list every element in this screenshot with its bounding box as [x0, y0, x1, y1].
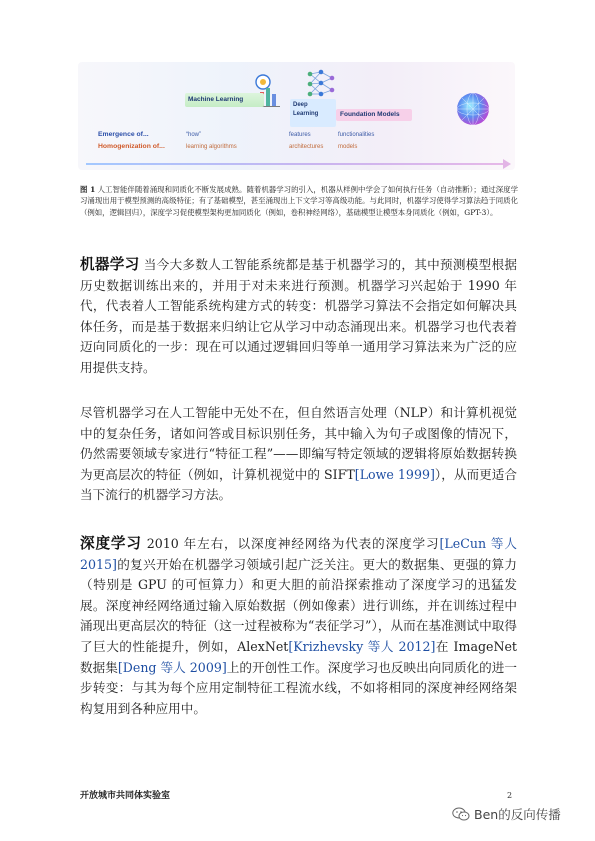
- foundation-model-icon: [454, 90, 492, 128]
- homogenization-cell-dl: architectures: [289, 144, 324, 150]
- paragraph-machine-learning: [80, 255, 517, 379]
- nlp-text: 尽管机器学习在人工智能中无处不在，但自然语言处理（NLP）和计算机视觉中的复杂任务，诸如问答或目标识别任务，其中输入为句子或图像的情况下，仍然需要领域专家进行“特征工程”——即编写特定领域的逻辑将原始数据转换为更高层次的特征（例如，计算机视觉中的 SIFT: [80, 405, 517, 482]
- heading-machine-learning: 机器学习: [80, 256, 140, 273]
- caption-text: 人工智能伴随着涌现和同质化不断发展成熟。随着机器学习的引入，机器从样例中学会了如何执行任务（自动推断）；通过深度学习涌现出用于模型预测的高级特征；有了基础模型，甚至涌现出上下文学习等高级功能。与此同时，机器学习使得学习算法趋于同质化（例如，逻辑回归），深度学习促使模型架构更加同质化（例如，卷积神经网络），基础模型让模型本身同质化（例如，GPT-3）。: [80, 185, 519, 217]
- emergence-row-label: Emergence of...: [98, 131, 149, 138]
- homogenization-cell-fm: models: [338, 144, 358, 150]
- timeline-arrow-head: [503, 159, 511, 169]
- figure-emergence-homogenization: [78, 62, 515, 170]
- citation-lecun-2015[interactable]: [LeCun 等人 2015]: [80, 536, 517, 572]
- dl-text-4: 上的开创性工作。深度学习也反映出向同质化的进一步转变：与其为每个应用定制特征工程流水线，不如将相同的深度神经网络架构复用到各种应用中。: [80, 659, 518, 716]
- nlp-text-end: ），从而更适合当下流行的机器学习方法。: [80, 466, 518, 503]
- emergence-cell-dl: features: [289, 132, 311, 138]
- dl-text-3: 在 ImageNet 数据集: [80, 638, 517, 675]
- deep-learning-icon: [306, 68, 336, 98]
- dl-text-2: 的复兴开始在机器学习领域引起广泛关注。更大的数据集、更强的算力（特别是 GPU 的可恒算力）和更大胆的前沿探索推动了深度学习的迅猛发展。深度神经网络通过输入原始数据（例如像素）进行训练，并在训练过程中涌现出更高层次的特征（这一过程被称为“表征学习”），从而在基准测试中取得了巨大的性能提升，例如，AlexNet: [80, 556, 517, 654]
- foundation-models-tag: Foundation Models: [336, 109, 412, 121]
- citation-deng-2009[interactable]: [Deng 等人 2009]: [117, 659, 227, 675]
- deep-learning-tag: Deep Learning: [290, 99, 336, 127]
- emergence-cell-fm: functionalities: [338, 132, 375, 138]
- timeline-arrow-line: [86, 163, 505, 165]
- paragraph-deep-learning: [80, 534, 517, 719]
- emergence-cell-ml: “how”: [186, 132, 202, 138]
- ml-text: 当今大多数人工智能系统都是基于机器学习的，其中预测模型根据历史数据训练出来的，并用于对未来进行预测。机器学习兴起始于 1990 年代，代表着人工智能系统构建方式的转变：机器学习算法不会指定如何解决具体任务，而是基于数据来归纳让它从学习中动态涌现出来。机器学习也代表着迈向同质化的一步：现在可以通过逻辑回归等单一通用学习算法来为广泛的应用提供支持。: [80, 257, 517, 375]
- machine-learning-tag: Machine Learning: [185, 93, 264, 107]
- caption-label: 图 1: [80, 185, 96, 194]
- page-number: 2: [507, 791, 513, 800]
- homogenization-row-label: Homogenization of...: [98, 143, 165, 150]
- dl-text-1: 2010 年左右，以深度神经网络为代表的深度学习: [141, 536, 440, 551]
- citation-krizhevsky-2012[interactable]: [Krizhevsky 等人 2012]: [288, 638, 436, 654]
- heading-deep-learning: 深度学习: [80, 535, 142, 552]
- wechat-watermark: [452, 805, 561, 823]
- footer-organization: 开放城市共同体实验室: [80, 791, 171, 801]
- figure-caption: [80, 184, 518, 218]
- paragraph-feature-engineering: [80, 403, 517, 506]
- citation-lowe-1999[interactable]: [Lowe 1999]: [354, 466, 435, 482]
- watermark-text: Ben的反向传播: [474, 807, 561, 822]
- homogenization-cell-ml: learning algorithms: [186, 144, 237, 150]
- wechat-icon: [452, 807, 470, 822]
